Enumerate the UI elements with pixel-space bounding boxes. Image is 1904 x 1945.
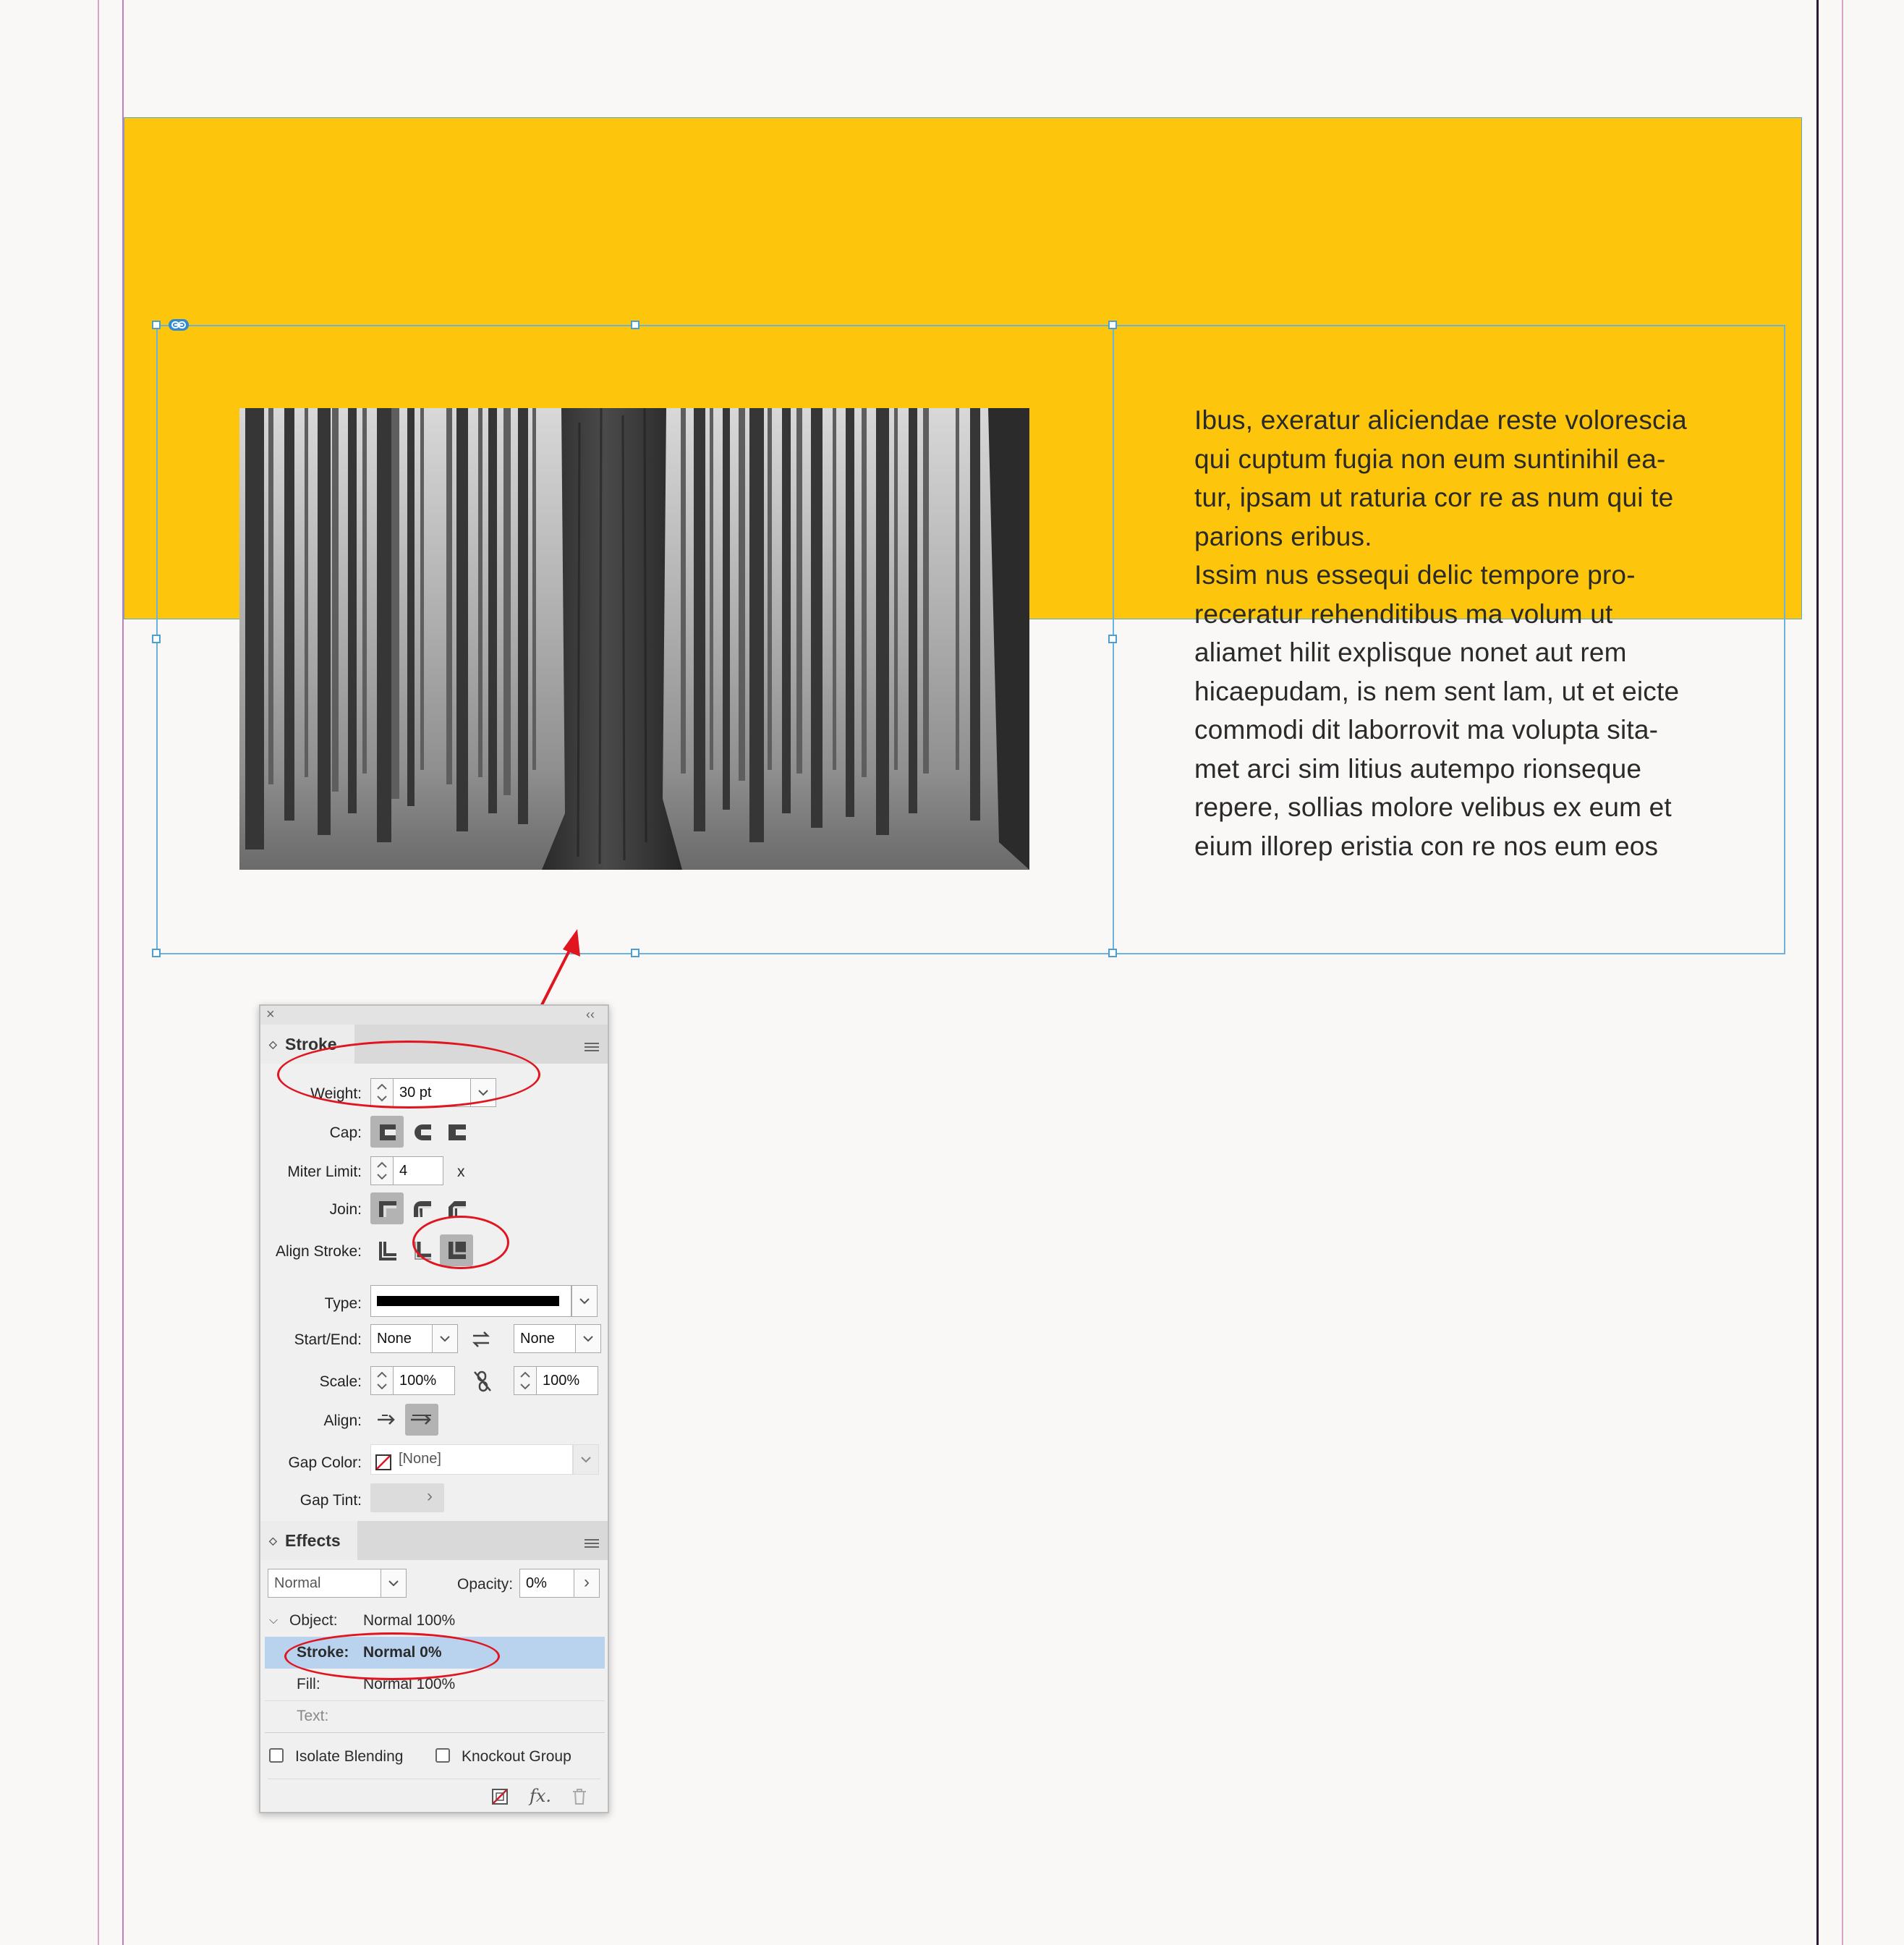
miter-limit-label: Miter Limit:: [287, 1164, 362, 1180]
none-swatch-icon: [375, 1452, 391, 1468]
handle-bottom-left[interactable]: [152, 949, 161, 957]
scale-start-input[interactable]: 100%: [393, 1366, 455, 1395]
text-line: tur, ipsam ut raturia cor re as num qui te: [1194, 483, 1674, 512]
text-line: hicaepudam, is nem sent lam, ut et eicte: [1194, 676, 1680, 706]
gap-color-select[interactable]: [370, 1444, 573, 1475]
trash-icon[interactable]: [571, 1787, 587, 1806]
handle-top-right[interactable]: [1108, 321, 1117, 329]
join-label: Join:: [329, 1201, 362, 1218]
text-line: aliamet hilit explisque nonet aut rem: [1194, 637, 1627, 667]
weight-input[interactable]: 30 pt: [393, 1078, 471, 1107]
miter-unit: x: [457, 1164, 465, 1180]
place-arrowhead-button[interactable]: [405, 1404, 438, 1436]
handle-middle-left[interactable]: [152, 635, 161, 643]
miter-join-button[interactable]: [370, 1192, 404, 1224]
clear-effects-icon[interactable]: [490, 1787, 509, 1806]
round-cap-button[interactable]: [405, 1116, 438, 1148]
weight-label: Weight:: [310, 1085, 362, 1102]
tab-toggle-icon: ◇: [269, 1535, 277, 1546]
effects-row-text: [265, 1700, 605, 1733]
gap-tint-field[interactable]: [370, 1483, 444, 1512]
gap-color-label: Gap Color:: [288, 1454, 362, 1471]
handle-bottom-right[interactable]: [1108, 949, 1117, 957]
end-arrowhead-dropdown[interactable]: [575, 1324, 601, 1353]
align-label: Align:: [323, 1412, 362, 1429]
blend-mode-dropdown[interactable]: [381, 1569, 407, 1598]
handle-top-left[interactable]: [152, 321, 161, 329]
row-label: Stroke:: [297, 1644, 349, 1661]
bleed-guide-left: [98, 0, 99, 1945]
type-label: Type:: [324, 1295, 362, 1312]
fx-icon[interactable]: fx.: [530, 1786, 552, 1806]
text-line: Issim nus essequi delic tempore pro-: [1194, 560, 1636, 590]
effects-row-object[interactable]: [265, 1605, 605, 1637]
text-line: receratur rehenditibus ma volum ut: [1194, 598, 1613, 629]
handle-top-middle[interactable]: [631, 321, 639, 329]
row-value: Normal 0%: [363, 1644, 442, 1661]
scale-end-stepper[interactable]: [514, 1366, 537, 1395]
extend-arrowhead-button[interactable]: [370, 1404, 404, 1436]
row-label: Text:: [297, 1708, 329, 1724]
link-icon[interactable]: [168, 318, 190, 331]
forest-photo[interactable]: [239, 408, 1029, 870]
handle-middle-right[interactable]: [1108, 635, 1117, 643]
row-label: Fill:: [297, 1676, 320, 1692]
opacity-label: Opacity:: [457, 1576, 514, 1593]
knockout-group-label: Knockout Group: [462, 1748, 571, 1765]
isolate-blending-checkbox[interactable]: [269, 1748, 284, 1763]
text-line: repere, sollias molore velibus ex eum et: [1194, 792, 1672, 822]
expand-icon: ⌵: [269, 1614, 279, 1627]
row-value: Normal 100%: [363, 1676, 456, 1692]
opacity-input[interactable]: 0%: [519, 1569, 574, 1598]
gap-color-dropdown[interactable]: [573, 1444, 599, 1475]
panel-menu-icon[interactable]: [585, 1535, 599, 1546]
miter-limit-input[interactable]: 4: [393, 1156, 443, 1185]
stroke-type-select[interactable]: [370, 1285, 571, 1317]
align-stroke-center-button[interactable]: [370, 1234, 404, 1266]
annotation-oval-weight: [277, 1041, 540, 1109]
stroke-effects-panel: [259, 1004, 609, 1813]
effects-tab-bar: [260, 1521, 608, 1560]
text-line: commodi dit laborrovit ma volupta sita-: [1194, 715, 1659, 745]
isolate-blending-label: Isolate Blending: [295, 1748, 404, 1765]
gap-color-value: [None]: [399, 1451, 441, 1467]
start-arrowhead-select[interactable]: None: [370, 1324, 433, 1353]
scale-label: Scale:: [319, 1373, 362, 1390]
opacity-slider-button[interactable]: [574, 1569, 600, 1598]
text-line: Ibus, exeratur aliciendae reste volorescia: [1194, 405, 1687, 435]
opacity-arrow: ›: [584, 1572, 590, 1592]
miter-limit-stepper[interactable]: [370, 1156, 394, 1185]
swap-arrowheads-icon[interactable]: [470, 1329, 492, 1350]
collapse-icon[interactable]: ‹‹: [586, 1007, 595, 1022]
knockout-group-checkbox[interactable]: [435, 1748, 450, 1763]
blend-mode-select[interactable]: Normal: [268, 1569, 382, 1598]
tab-toggle-icon: ◇: [269, 1038, 277, 1050]
cap-label: Cap:: [329, 1124, 362, 1141]
handle-bottom-middle[interactable]: [631, 949, 639, 957]
text-line: parions eribus.: [1194, 521, 1372, 551]
row-value: Normal 100%: [363, 1612, 456, 1629]
text-line: met arci sim litius autempo rionseque: [1194, 753, 1642, 784]
row-label: Object:: [289, 1612, 338, 1629]
gap-tint-label: Gap Tint:: [299, 1492, 362, 1509]
page-edge-right: [1816, 0, 1819, 1945]
tab-label: Stroke: [285, 1035, 337, 1054]
bleed-guide-right: [1842, 0, 1843, 1945]
text-line: qui cuptum fugia non eum suntinihil ea-: [1194, 444, 1666, 474]
stroke-type-swatch: [377, 1296, 559, 1306]
end-arrowhead-select[interactable]: None: [514, 1324, 576, 1353]
start-arrowhead-dropdown[interactable]: [432, 1324, 458, 1353]
annotation-oval-stroke-row: [284, 1632, 500, 1680]
tab-effects[interactable]: [260, 1521, 357, 1560]
butt-cap-button[interactable]: [370, 1116, 404, 1148]
text-line: eium illorep eristia con re nos eum eos: [1194, 831, 1659, 861]
body-text[interactable]: [1194, 401, 1730, 865]
close-icon[interactable]: ×: [266, 1007, 275, 1022]
gap-tint-arrow: ›: [427, 1486, 433, 1506]
stroke-type-dropdown[interactable]: [571, 1285, 598, 1317]
projecting-cap-button[interactable]: [440, 1116, 473, 1148]
start-end-label: Start/End:: [294, 1331, 362, 1348]
annotation-oval-align-stroke: [412, 1216, 509, 1269]
tab-label: Effects: [285, 1531, 341, 1550]
panel-title-bar[interactable]: [260, 1006, 608, 1025]
scale-start-stepper[interactable]: [370, 1366, 394, 1395]
align-stroke-label: Align Stroke:: [275, 1243, 362, 1260]
panel-menu-icon[interactable]: [585, 1039, 599, 1049]
unlink-scale-icon[interactable]: [472, 1369, 493, 1394]
scale-end-input[interactable]: 100%: [536, 1366, 598, 1395]
